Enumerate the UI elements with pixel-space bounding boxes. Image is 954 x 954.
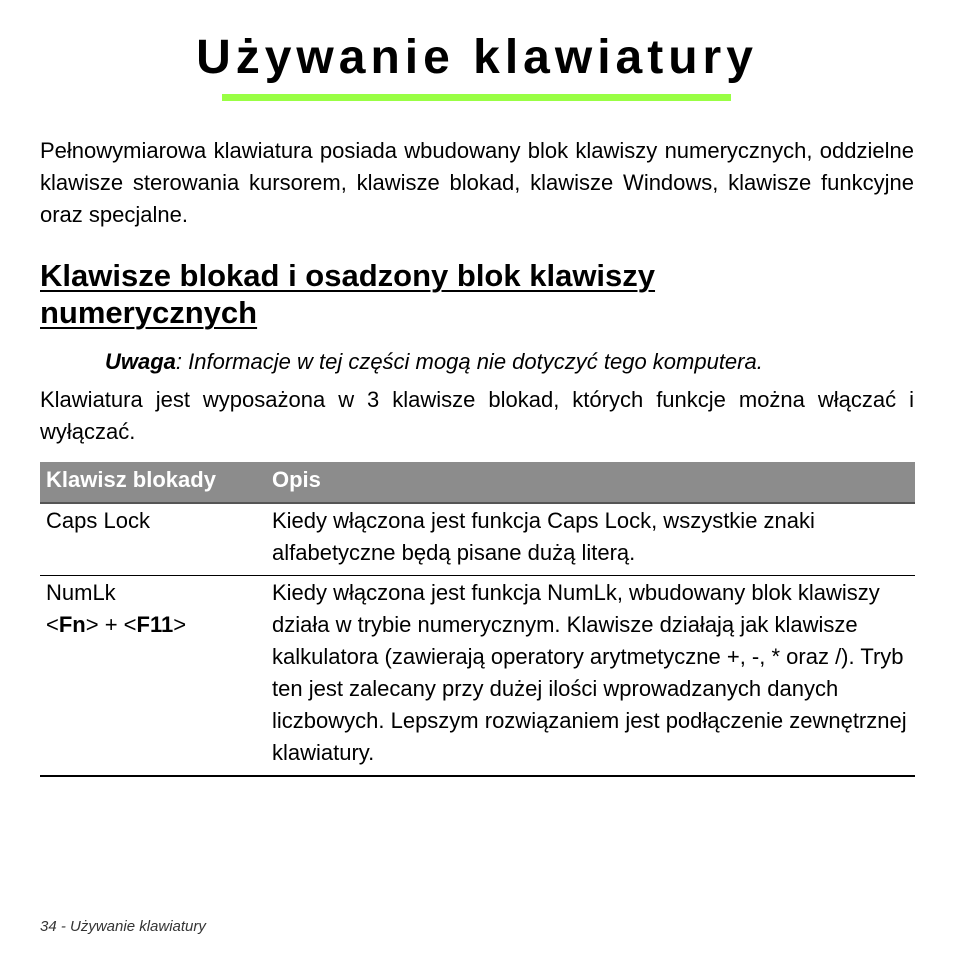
note	[105, 347, 763, 377]
title-underline-bar	[222, 94, 731, 101]
shortcut-key-f11: F11	[136, 612, 174, 637]
shortcut-open: <	[46, 612, 59, 637]
description-cell: Kiedy włączona jest funkcja NumLk, wbudowany blok klawiszy działa w trybie numerycznym. Klawisze działają jak klawisze kalkulatora (zawierają operatory arytmetyczne +, -, * oraz /). Tryb ten jest zalecany przy dużej ilości wprowadzanych danych liczbowych. Lepszym rozwiązaniem jest podłączenie zewnętrznej klawiatury.	[266, 576, 915, 777]
note-text: : Informacje w tej części mogą nie dotyczyć tego komputera.	[175, 349, 763, 374]
note-label: Uwaga	[105, 349, 176, 374]
intro-paragraph: Pełnowymiarowa klawiatura posiada wbudowany blok klawiszy numerycznych, oddzielne klawisze sterowania kursorem, klawisze blokad, klawisze Windows, klawisze funkcyjne oraz specjalne.	[40, 138, 914, 227]
table-row	[40, 503, 915, 576]
page-title: Używanie klawiatury	[196, 31, 758, 84]
page-footer: 34 - Używanie klawiatury	[40, 918, 206, 935]
description-cell: Kiedy włączona jest funkcja Caps Lock, wszystkie znaki alfabetyczne będą pisane dużą literą.	[266, 503, 915, 576]
section-heading: Klawisze blokad i osadzony blok klawiszy numerycznych	[40, 258, 656, 330]
shortcut-close: >	[173, 612, 187, 637]
column-header-description: Opis	[266, 462, 915, 503]
shortcut-key-fn: Fn	[58, 612, 86, 637]
lock-keys-table	[40, 462, 915, 777]
key-shortcut	[46, 609, 260, 641]
shortcut-plus: > + <	[85, 612, 137, 637]
key-cell	[40, 576, 266, 777]
lead-paragraph: Klawiatura jest wyposażona w 3 klawisze blokad, których funkcje można włączać i wyłączać.	[40, 387, 914, 444]
table-header-row	[40, 462, 915, 503]
key-cell: Caps Lock	[40, 503, 266, 576]
table-row	[40, 576, 915, 777]
column-header-key: Klawisz blokady	[40, 462, 266, 503]
key-name: NumLk	[46, 580, 116, 605]
